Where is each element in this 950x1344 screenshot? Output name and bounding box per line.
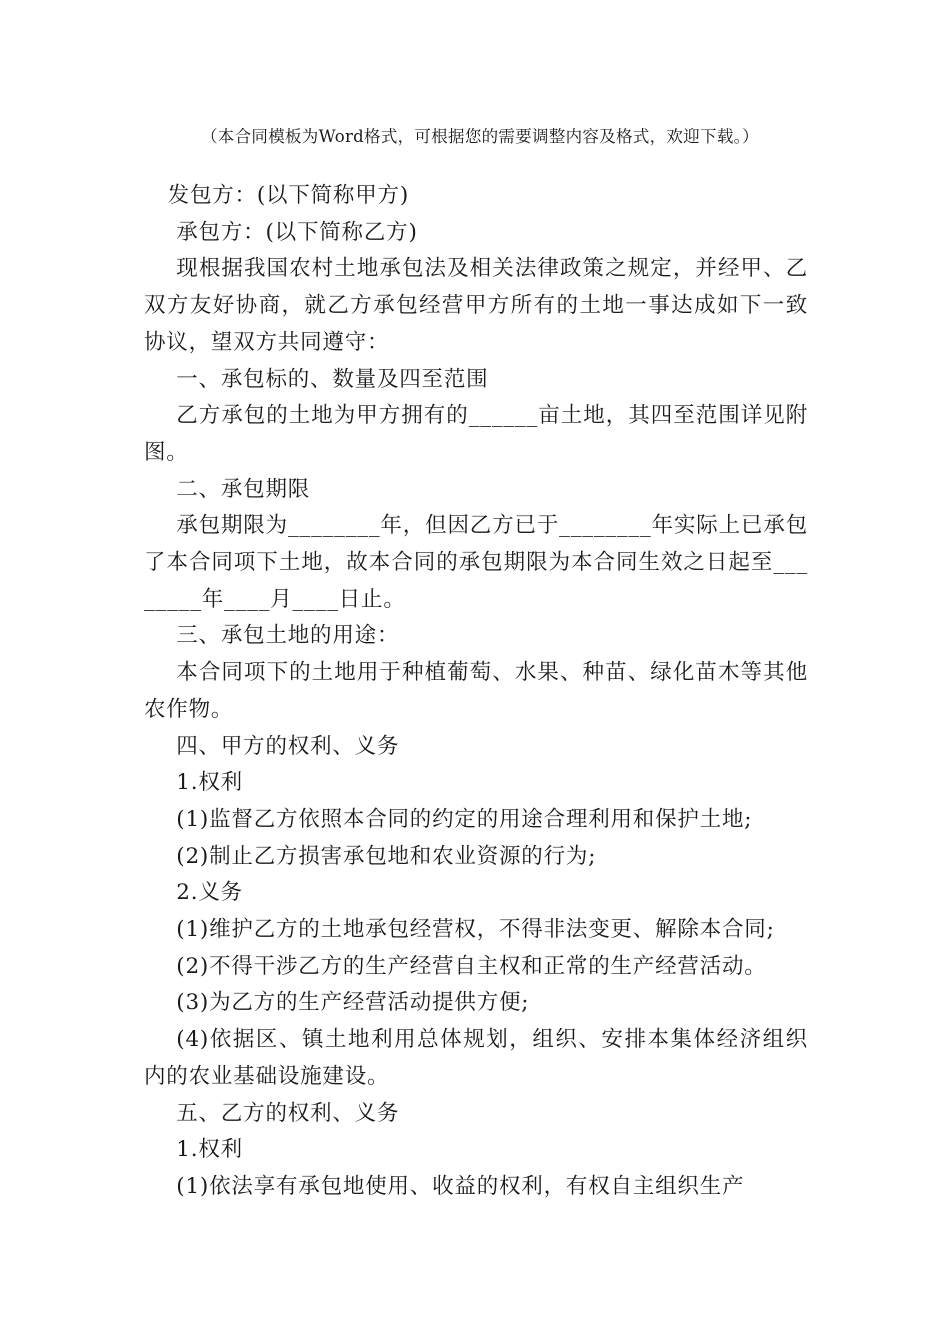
list-item: (2)不得干涉乙方的生产经营自主权和正常的生产经营活动。 (176, 953, 767, 979)
contract-paragraph: 承包期限为________年，但因乙方已于________年实际上已承包了本合同项下土地，故本合同的承包期限为本合同生效之日起至________年____月____日止。 (144, 513, 808, 612)
list-item: (2)制止乙方损害承包地和农业资源的行为; (176, 843, 597, 869)
contract-paragraph-issuer: 发包方：(以下简称甲方) (167, 183, 410, 208)
list-item: (3)为乙方的生产经营活动提供方便; (176, 990, 530, 1016)
contract-paragraph-contractor: 承包方：(以下简称乙方) (176, 219, 418, 245)
list-item: (1)监督乙方依照本合同的约定的用途合理利用和保护土地; (176, 806, 753, 832)
subsection-heading: 2.义务 (176, 880, 243, 906)
section-heading: 一、承包标的、数量及四至范围 (176, 366, 489, 392)
list-item: (1)维护乙方的土地承包经营权，不得非法变更、解除本合同; (176, 917, 775, 943)
section-heading: 四、甲方的权利、义务 (176, 733, 400, 759)
section-heading: 二、承包期限 (176, 476, 311, 502)
contract-paragraph: 本合同项下的土地用于种植葡萄、水果、种苗、绿化苗木等其他农作物。 (144, 660, 808, 722)
section-heading: 三、承包土地的用途： (176, 623, 400, 649)
contract-body (144, 178, 808, 1206)
contract-paragraph: 乙方承包的土地为甲方拥有的______亩土地，其四至范围详见附图。 (144, 403, 808, 465)
subsection-heading: 1.权利 (176, 1137, 243, 1163)
list-item: (4)依据区、镇土地利用总体规划，组织、安排本集体经济组织内的农业基础设施建设。 (144, 1027, 808, 1089)
contract-paragraph: 现根据我国农村土地承包法及相关法律政策之规定，并经甲、乙双方友好协商，就乙方承包经营甲方所有的土地一事达成如下一致协议，望双方共同遵守： (144, 256, 808, 355)
section-heading: 五、乙方的权利、义务 (176, 1100, 400, 1126)
subsection-heading: 1.权利 (176, 770, 243, 796)
list-item: (1)依法享有承包地使用、收益的权利，有权自主组织生产 (176, 1173, 745, 1199)
template-note: （本合同模板为Word格式，可根据您的需要调整内容及格式，欢迎下载。） (201, 127, 759, 146)
